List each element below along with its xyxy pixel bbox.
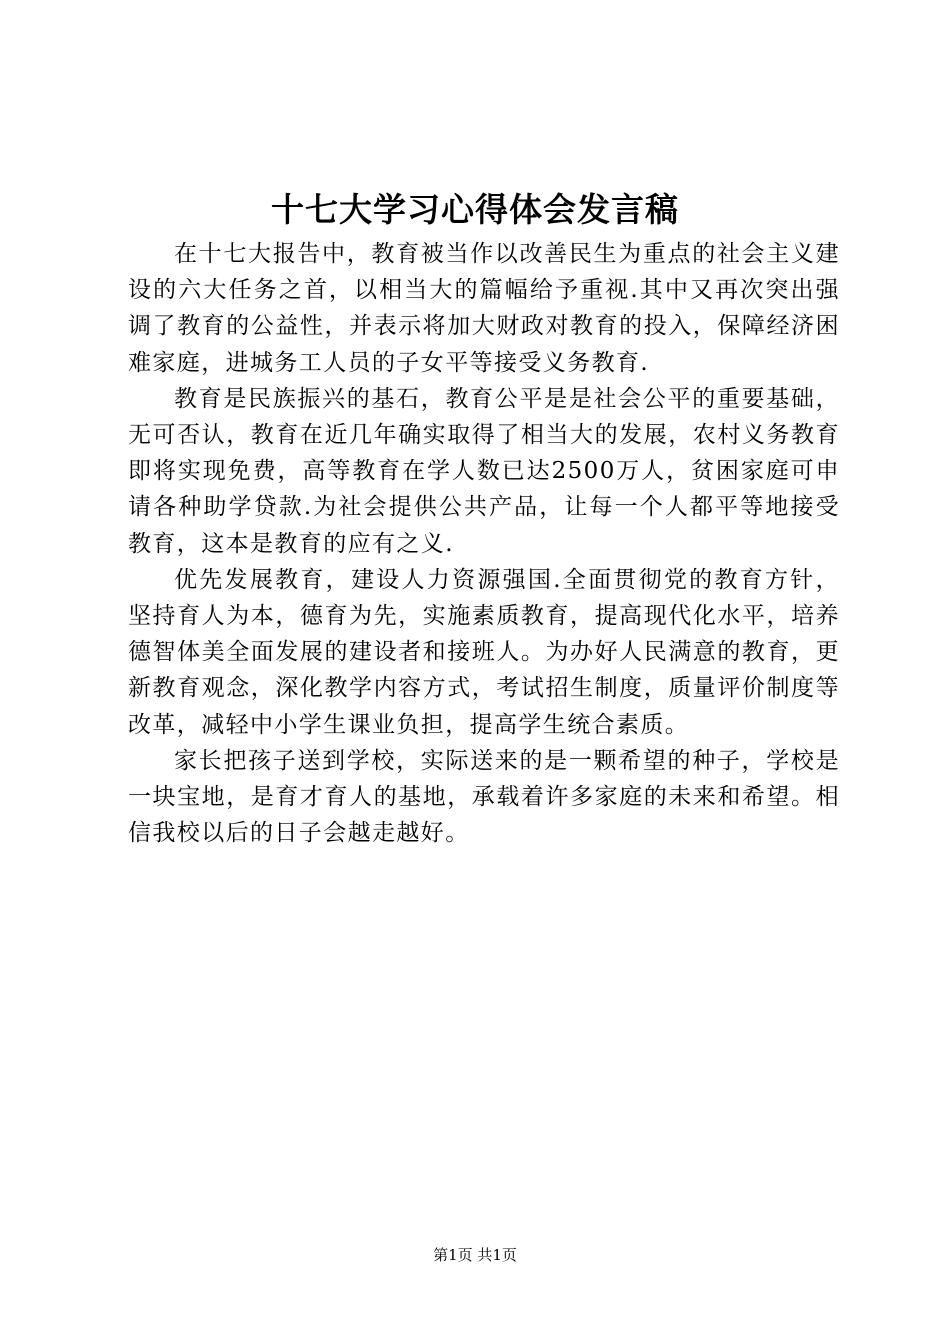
paragraph-4: 家长把孩子送到学校，实际送来的是一颗希望的种子，学校是一块宝地，是育才育人的基地，承载着许多家庭的未来和希望。相信我校以后的日子会越走越好。 bbox=[128, 747, 840, 847]
paragraph-2: 教育是民族振兴的基石，教育公平是是社会公平的重要基础，无可否认，教育在近几年确实取得了相当大的发展，农村义务教育即将实现免费，高等教育在学人数已达2500万人，贫困家庭可申请各种助学贷款.为社会提供公共产品，让每一个人都平等地接受教育，这本是教育的应有之义. bbox=[128, 385, 840, 557]
page-number-footer: 第1页 共1页 bbox=[433, 1246, 517, 1264]
document-body bbox=[128, 236, 840, 851]
paragraph-3: 优先发展教育，建设人力资源强国.全面贯彻党的教育方针，坚持育人为本，德育为先，实施素质教育，提高现代化水平，培养德智体美全面发展的建设者和接班人。为办好人民满意的教育，更新教育观念，深化教学内容方式，考试招生制度，质量评价制度等改革，减轻中小学生课业负担，提高学生统合素质。 bbox=[128, 566, 840, 738]
document-title: 十七大学习心得体会发言稿 bbox=[271, 190, 679, 229]
paragraph-1: 在十七大报告中，教育被当作以改善民生为重点的社会主义建设的六大任务之首，以相当大的篇幅给予重视.其中又再次突出强调了教育的公益性，并表示将加大财政对教育的投入，保障经济困难家庭，进城务工人员的子女平等接受义务教育. bbox=[128, 241, 840, 376]
